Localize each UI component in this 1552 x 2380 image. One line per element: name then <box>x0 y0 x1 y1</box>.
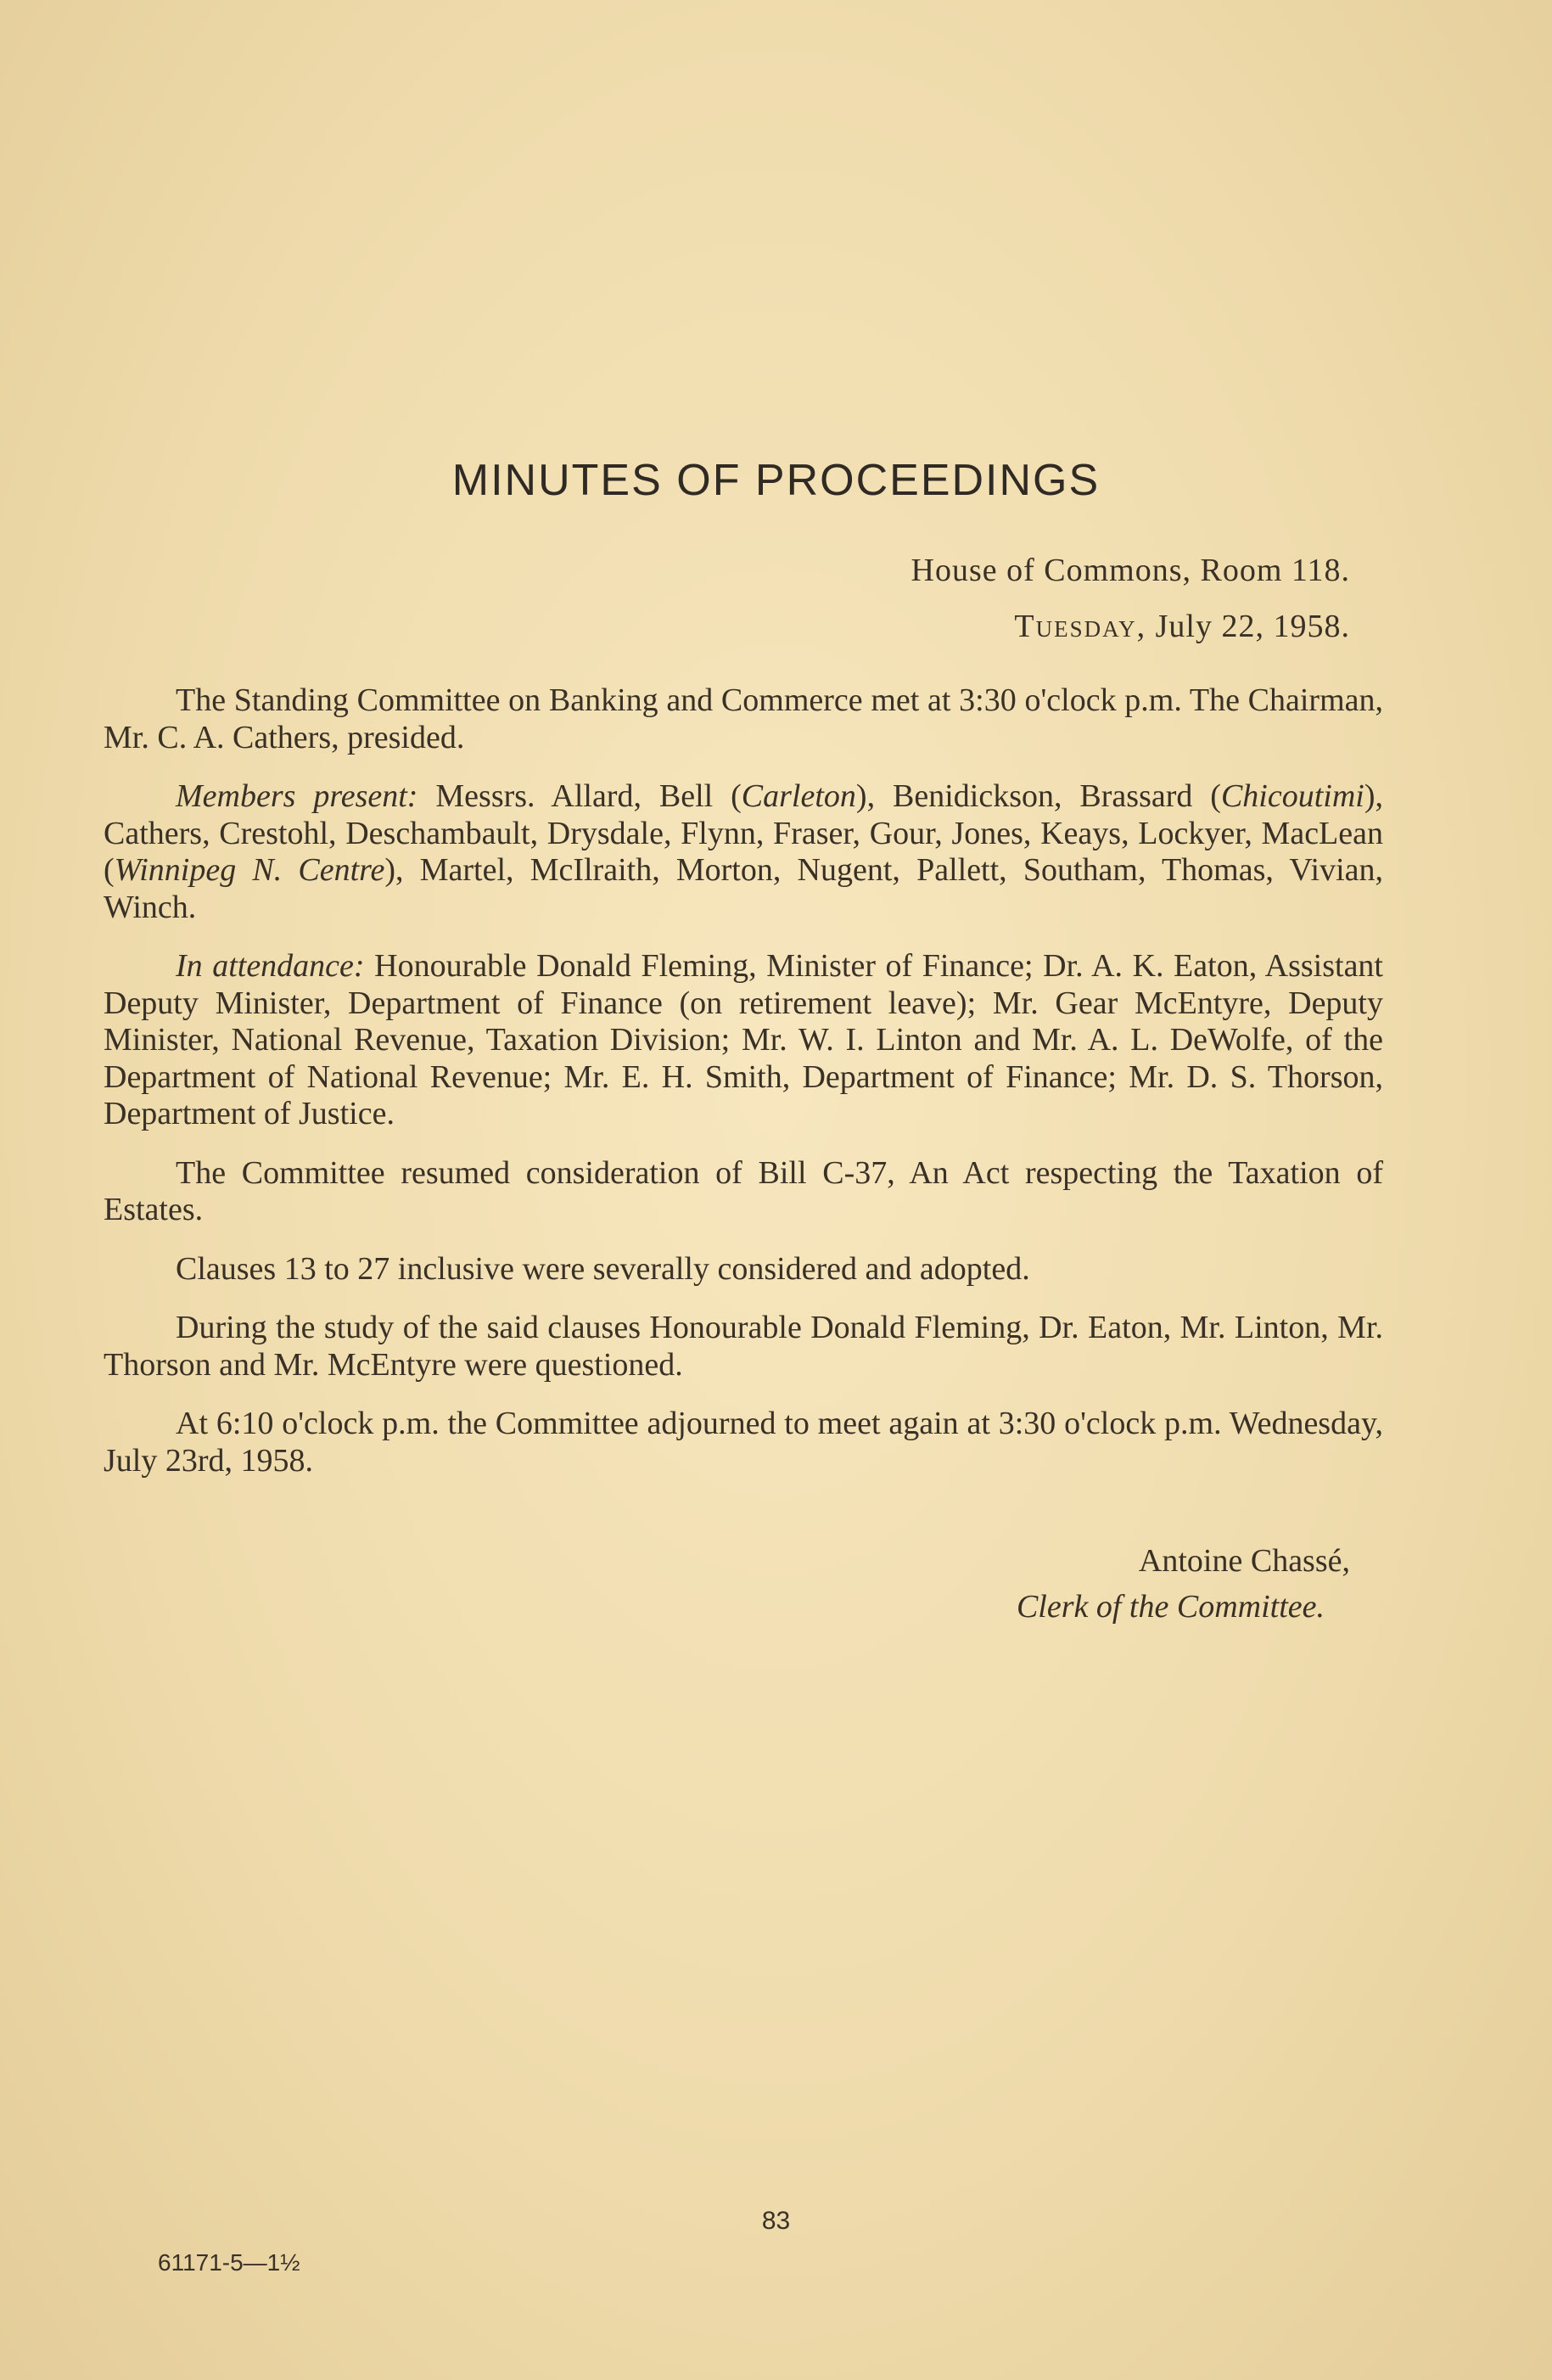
bill-paragraph: The Committee resumed consideration of Bill C-37, An Act respecting the Taxation of Estates. <box>104 1154 1383 1227</box>
members-riding-3: Winnipeg N. Centre <box>114 852 385 888</box>
print-code: 61171-5—1½ <box>158 2249 300 2276</box>
attendance-paragraph <box>104 948 1383 1133</box>
members-riding-2: Chicoutimi <box>1220 778 1364 814</box>
members-present-paragraph <box>104 778 1383 926</box>
clauses-paragraph: Clauses 13 to 27 inclusive were severally considered and adopted. <box>176 1250 1030 1287</box>
members-text-2: ), Benidickson, Brassard ( <box>855 778 1221 814</box>
signature-block <box>1017 1538 1350 1630</box>
meeting-date <box>1014 608 1350 645</box>
page-number: 83 <box>761 2207 791 2235</box>
minutes-body <box>104 682 1383 1502</box>
meeting-place: House of Commons, Room 118. <box>910 553 1350 588</box>
clerk-title: Clerk of the Committee. <box>1016 1589 1325 1625</box>
members-riding-1: Carleton <box>741 778 856 814</box>
clerk-name: Antoine Chassé, <box>1138 1543 1350 1579</box>
meeting-weekday: Tuesday, <box>1014 609 1147 644</box>
members-text-3: ), Cathers, Crestohl, Deschambault, Drysdale, Flynn, Fraser, Gour, Jones, Keays, Lockyer, MacLean ( <box>104 778 1383 888</box>
meeting-date-rest: July 22, 1958. <box>1146 609 1350 644</box>
members-text-4: ), Martel, McIlraith, Morton, Nugent, Pallett, Southam, Thomas, Vivian, Winch. <box>104 852 1383 925</box>
attendance-label: In attendance: <box>176 948 365 984</box>
members-present-label: Members present: <box>176 778 418 814</box>
attendance-text: Honourable Donald Fleming, Minister of Finance; Dr. A. K. Eaton, Assistant Deputy Minister, Department of Finance (on retirement leave); Mr. Gear McEntyre, Deputy Minister, National Revenue, Taxation Division; Mr. W. I. Linton and Mr. A. L. DeWolfe, of the Department of National Revenue; Mr. E. H. Smith, Department of Finance; Mr. D. S. Thorson, Department of Justice. <box>104 948 1383 1131</box>
page-title: MINUTES OF PROCEEDINGS <box>451 456 1101 505</box>
adjournment-paragraph: At 6:10 o'clock p.m. the Committee adjourned to meet again at 3:30 o'clock p.m. Wednesday, July 23rd, 1958. <box>104 1406 1383 1479</box>
members-text-1: Messrs. Allard, Bell ( <box>417 778 742 814</box>
opening-paragraph: The Standing Committee on Banking and Commerce met at 3:30 o'clock p.m. The Chairman, Mr. C. A. Cathers, presided. <box>104 682 1383 755</box>
questioning-paragraph: During the study of the said clauses Honourable Donald Fleming, Dr. Eaton, Mr. Linton, Mr. Thorson and Mr. McEntyre were questioned. <box>104 1310 1383 1383</box>
